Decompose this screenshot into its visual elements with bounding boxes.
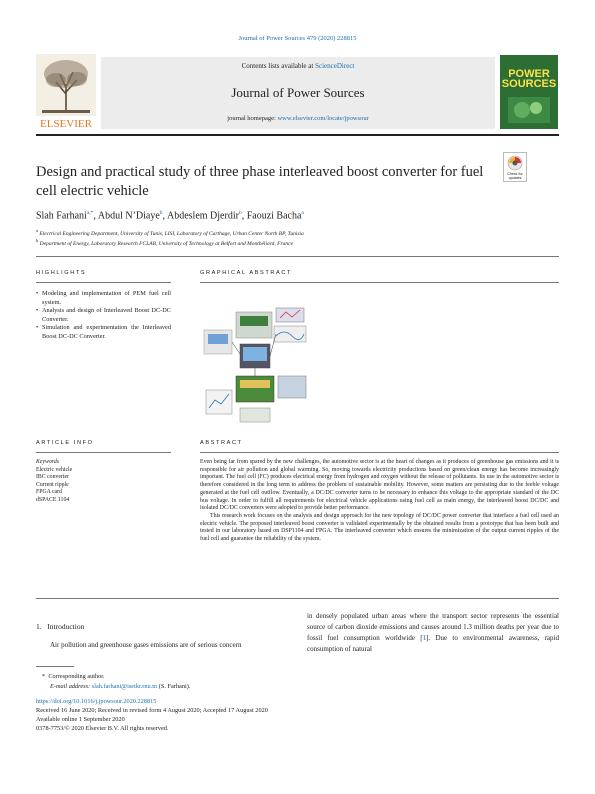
header-rule [36, 134, 559, 136]
graphical-abstract-figure[interactable] [200, 290, 559, 425]
journal-cover-image[interactable] [500, 55, 558, 129]
article-title: Design and practical study of three phase interleaved boost converter for fuel cell electric vehicle [36, 164, 484, 199]
keyword: dSPACE 1104 [36, 496, 70, 503]
article-info-heading: ARTICLE INFO [36, 440, 94, 446]
contents-availability: Contents lists available at ScienceDirect [241, 62, 355, 70]
keywords-block [36, 459, 72, 505]
cover-art [508, 97, 550, 123]
highlights-list [36, 290, 171, 341]
author-affiliation-mark[interactable]: a,* [86, 210, 94, 216]
citation-link[interactable]: 1 [422, 634, 427, 642]
sciencedirect-link[interactable]: ScienceDirect [315, 62, 355, 70]
available-online: Available online 1 September 2020 [36, 716, 125, 723]
abstract-paragraph: Even being far from spared by the new challenges, the automotive sector is at the heart of changes as it produces of greenhouse gas emissions and it is responsible for air pollution and global warming. So, moving towards electricity productions based on green/clean energy has become increasingly important. The fuel cell (FC) produces electrical energy from hydrogen and oxygen without the release of pollutants. Its use in the automotive sector is therefore considered in the long term to address the problem of sustainable mobility. However, some matters are persisting due to the feeble voltage generated at the fuel cell outflow. Eventually, a DC/DC converter turns to be necessary to enhance this voltage to the appropriate standard of the DC bus voltage. In order to fulfill all requirements for electrical vehicle applications using fuel cell as main energy, the interleaved boost DC/DC and isolated DC/DC converters were adopted to provide better performance. [200, 459, 559, 512]
received-dates: Received 16 June 2020; Received in revised form 4 August 2020; Accepted 17 August 2020 [36, 707, 268, 714]
highlight-item: • Simulation and experimentation the Interleaved Boost DC-DC Converter. [36, 324, 171, 341]
abstract-heading: ABSTRACT [200, 440, 243, 446]
cover-title: POWER SOURCES [501, 68, 557, 90]
highlights-rule [36, 282, 171, 283]
author-affiliation-mark[interactable]: b [238, 210, 242, 216]
highlight-item: • Modeling and implementation of PEM fuel cell system. [36, 290, 171, 307]
journal-citation[interactable]: Journal of Power Sources 479 (2020) 228815 [238, 35, 357, 42]
highlights-heading: HIGHLIGHTS [36, 270, 87, 276]
section-heading: 1. Introduction [36, 622, 85, 631]
homepage-link[interactable]: www.elsevier.com/locate/jpowsour [277, 115, 369, 122]
section-divider [36, 256, 559, 257]
body-text-column-1: Air pollution and greenhouse gases emissions are of serious concern [50, 641, 242, 649]
corresponding-author-note: * Corresponding author. E-mail address: slah.farhani@isetkr.rnu.tn (S. Farhani). [42, 673, 191, 690]
abstract-paragraph: This research work focuses on the analysis and design approach for the new topology of DC/DC power converter that interface a fuel cell used an electric vehicle. The proposed interleaved boost converter is validated experimentally by the obtained results from a prototype that has been built and tested in our laboratory based on DSP1104 and FPGA. The interleaved converter which ensures the minimization of the output current ripples of the fuel cell and guarantee the reliability of the system. [200, 512, 559, 543]
crossmark-icon[interactable] [503, 152, 527, 182]
body-text-column-2: in densely populated urban areas where the transport sector represents the essential source of carbon dioxide emissions and causes around 1.3 million deaths per year due to fossil fuel consumption worldwide [1]. Due to environmental awareness, rapid consumption of natural [307, 612, 559, 653]
elsevier-tree-logo [36, 54, 96, 130]
graphical-abstract-rule [200, 282, 559, 283]
footnote-rule [36, 666, 74, 667]
keyword: FPGA card [36, 489, 62, 496]
keyword: IBC converter [36, 474, 69, 481]
doi-link[interactable]: https://doi.org/10.1016/j.jpowsour.2020.228815 [36, 698, 157, 705]
author-affiliation-mark[interactable]: b [159, 210, 163, 216]
affiliation-b: $^b$ Department of Energy, Laboratory Research FCLAB, University of Technology at Belfort and Montbéliard, France [36, 238, 294, 247]
keyword: Current ripple [36, 481, 69, 488]
journal-name: Journal of Power Sources [231, 85, 365, 100]
author-affiliation-mark[interactable]: a [301, 210, 304, 216]
graphical-abstract-heading: GRAPHICAL ABSTRACT [200, 270, 293, 276]
author-name[interactable]: Slah Farhani [36, 210, 87, 222]
journal-homepage: journal homepage: www.elsevier.com/locate/jpowsour [227, 115, 369, 122]
author-name[interactable]: Abdul N’Diaye [97, 210, 160, 222]
author-name[interactable]: Faouzi Bacha [246, 210, 302, 222]
keyword: Electric vehicle [36, 466, 73, 473]
journal-header [101, 57, 495, 129]
elsevier-wordmark: ELSEVIER [40, 118, 92, 130]
crossmark-label: Check for updates [507, 172, 523, 180]
author-name[interactable]: Abdeslem Djerdir [167, 210, 239, 222]
email-link[interactable]: slah.farhani@isetkr.rnu.tn [91, 683, 158, 690]
abstract-end-rule [36, 598, 559, 599]
keywords-label: Keywords [36, 459, 59, 465]
copyright: 0378-7753/© 2020 Elsevier B.V. All rights reserved. [36, 725, 169, 732]
abstract-body [200, 459, 559, 544]
article-info-rule [36, 452, 171, 453]
highlight-item: • Analysis and design of Interleaved Boost DC-DC Converter. [36, 307, 171, 324]
publication-info [36, 697, 268, 733]
affiliation-a: $^a$ Electrical Engineering Department, University of Tunis, LISI, Laboratory of Carthage, Urban Center North BP, Tunisia [36, 228, 304, 237]
abstract-rule [200, 452, 559, 453]
author-list: Slah Farhani$^{a,*}$, Abdul N’Diaye$^b$, Abdeslem Djerdir$^b$, Faouzi Bacha$^a$ [36, 210, 304, 222]
